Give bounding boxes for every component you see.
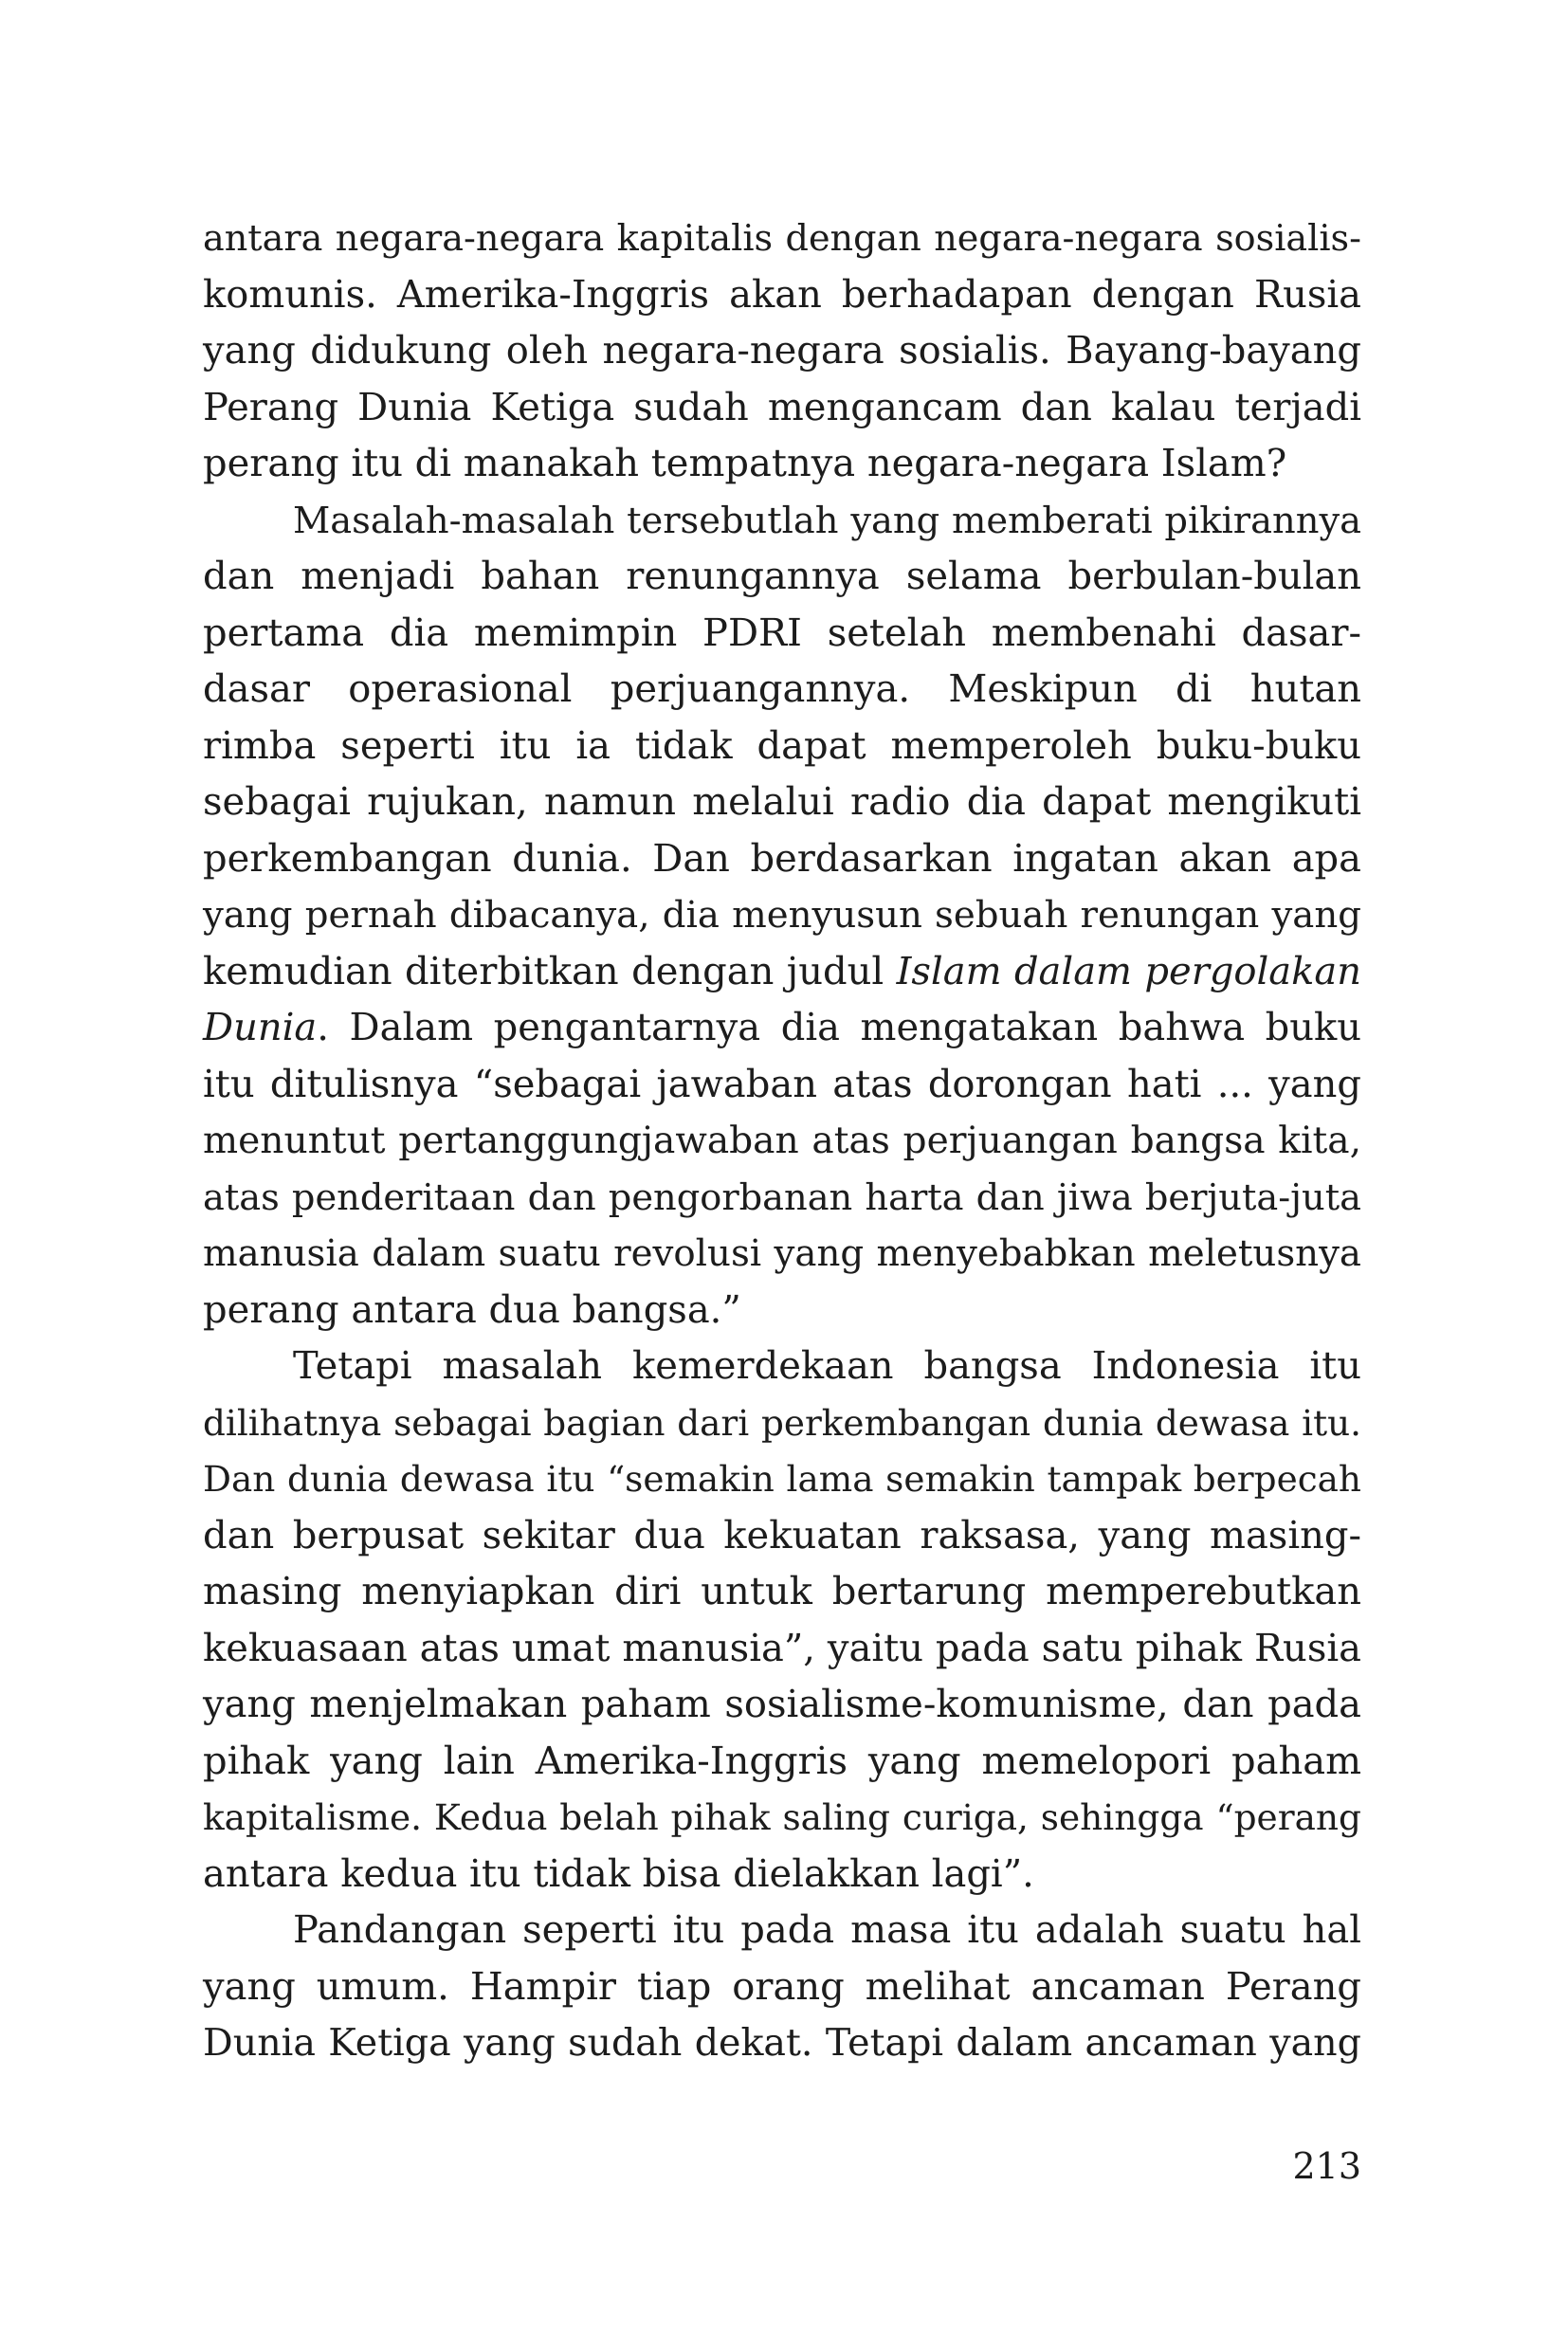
- text-line: menuntut pertanggungjawaban atas perjuangan bangsa kita,: [203, 1120, 1361, 1162]
- text-line-with-title: [203, 1000, 1361, 1057]
- text-line: Masalah-masalah tersebutlah yang memberati pikirannya: [293, 499, 1361, 542]
- text-line: yang didukung oleh negara-negara sosialis. Bayang-bayang: [203, 329, 1361, 373]
- text-line: rimba seperti itu ia tidak dapat memperoleh buku-buku: [203, 723, 1361, 768]
- text-line: Pandangan seperti itu pada masa itu adalah suatu hal: [293, 1908, 1361, 1952]
- text-line-with-title: [203, 944, 1361, 1001]
- text-line: dilihatnya sebagai bagian dari perkembangan dunia dewasa itu.: [203, 1401, 1361, 1444]
- text-line: manusia dalam suatu revolusi yang menyebabkan meletusnya: [203, 1232, 1361, 1275]
- book-title: Dunia: [203, 1006, 318, 1049]
- text-line: yang menjelmakan paham sosialisme-komunisme, dan pada: [203, 1683, 1361, 1726]
- text-fragment: . Dalam pengantarnya dia mengatakan bahwa buku: [317, 1006, 1361, 1049]
- page-number: 213: [1292, 2145, 1361, 2187]
- text-line: itu ditulisnya “sebagai jawaban atas dorongan hati ... yang: [203, 1062, 1361, 1106]
- text-line: komunis. Amerika-Inggris akan berhadapan dengan Rusia: [203, 272, 1361, 317]
- text-line: sebagai rujukan, namun melalui radio dia dapat mengikuti: [203, 780, 1361, 824]
- text-line: Perang Dunia Ketiga sudah mengancam dan kalau terjadi: [203, 385, 1361, 429]
- paragraph-1: [203, 210, 1361, 493]
- text-line: kekuasaan atas umat manusia”, yaitu pada satu pihak Rusia: [203, 1626, 1361, 1670]
- paragraph-4: [203, 1903, 1361, 2072]
- text-line: pihak yang lain Amerika-Inggris yang memelopori paham: [203, 1739, 1361, 1783]
- paragraph-2: [203, 493, 1361, 1339]
- page-body: [203, 210, 1361, 2072]
- text-line: dan menjadi bahan renungannya selama berbulan-bulan: [203, 555, 1361, 598]
- text-line: perkembangan dunia. Dan berdasarkan ingatan akan apa: [203, 836, 1361, 881]
- text-line: atas penderitaan dan pengorbanan harta dan jiwa berjuta-juta: [203, 1175, 1361, 1219]
- text-line: Dunia Ketiga yang sudah dekat. Tetapi dalam ancaman yang: [203, 2021, 1361, 2065]
- text-line: dan berpusat sekitar dua kekuatan raksasa, yang masing-: [203, 1513, 1361, 1558]
- text-line: antara kedua itu tidak bisa dielakkan lagi”.: [203, 1851, 1034, 1896]
- text-fragment: kemudian diterbitkan dengan judul: [203, 949, 897, 993]
- book-title: Islam dalam pergolakan: [896, 949, 1361, 993]
- text-line: pertama dia memimpin PDRI setelah membenahi dasar-: [203, 610, 1361, 655]
- text-line: Tetapi masalah kemerdekaan bangsa Indonesia itu: [293, 1344, 1361, 1388]
- text-line: yang pernah dibacanya, dia menyusun sebuah renungan yang: [203, 894, 1361, 937]
- text-line: perang antara dua bangsa.”: [203, 1287, 741, 1332]
- text-line: Dan dunia dewasa itu “semakin lama semakin tampak berpecah: [203, 1458, 1361, 1500]
- text-line: perang itu di manakah tempatnya negara-negara Islam?: [203, 442, 1287, 485]
- text-line: masing menyiapkan diri untuk bertarung memperebutkan: [203, 1570, 1361, 1613]
- paragraph-3: [203, 1339, 1361, 1903]
- text-line: kapitalisme. Kedua belah pihak saling curiga, sehingga “perang: [203, 1796, 1361, 1838]
- text-line: dasar operasional perjuangannya. Meskipun di hutan: [203, 667, 1361, 711]
- text-line: yang umum. Hampir tiap orang melihat ancaman Perang: [203, 1964, 1361, 2009]
- text-line: antara negara-negara kapitalis dengan negara-negara sosialis-: [203, 217, 1361, 259]
